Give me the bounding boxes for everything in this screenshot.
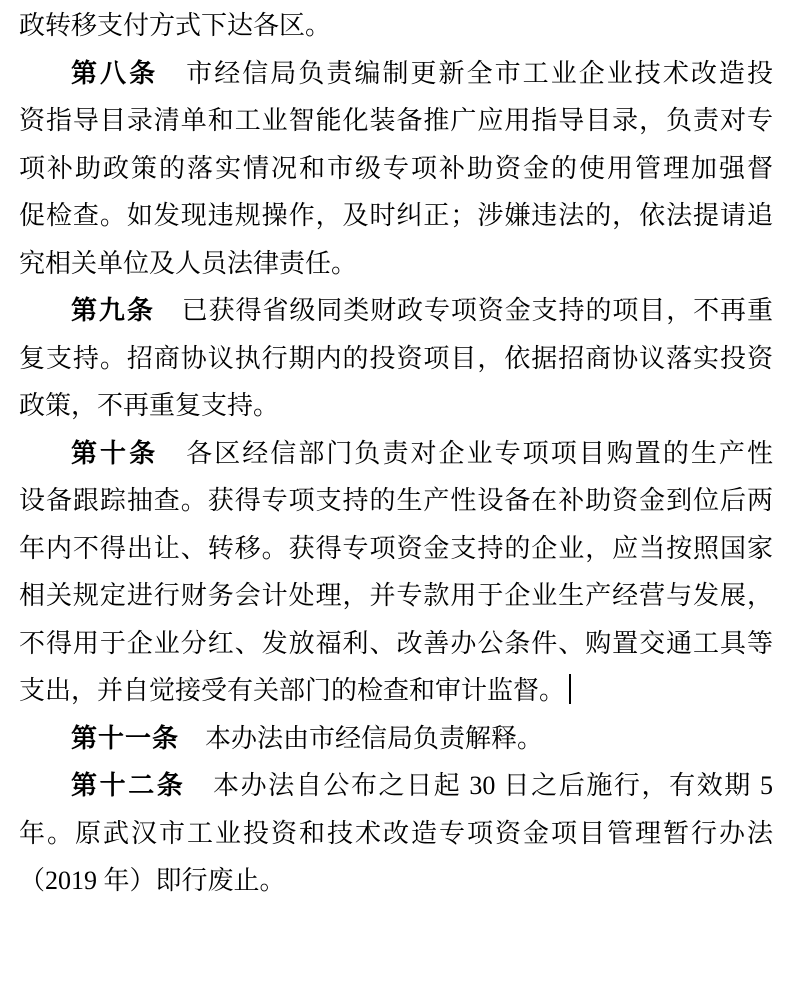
text-line[interactable] — [19, 145, 773, 193]
line-text: 已获得省级同类财政专项资金支持的项目，不再重 — [154, 296, 773, 325]
line-text: 不得用于企业分红、发放福利、改善办公条件、购置交通工具等 — [19, 628, 773, 658]
text-cursor — [569, 674, 571, 704]
line-text: 各区经信部门负责对企业专项项目购置的生产性 — [158, 438, 773, 468]
line-text: 项补助政策的落实情况和市级专项补助资金的使用管理加强督 — [19, 153, 773, 183]
text-line[interactable] — [19, 810, 773, 858]
line-text: 促检查。如发现违规操作，及时纠正；涉嫌违法的，依法提请追 — [19, 201, 773, 230]
text-line[interactable] — [19, 50, 773, 98]
article-heading: 第十一条 — [71, 722, 180, 753]
text-line[interactable] — [19, 2, 773, 50]
line-text: 年。原武汉市工业投资和技术改造专项资金项目管理暂行办法 — [19, 818, 773, 848]
text-line[interactable] — [19, 382, 773, 430]
line-text: 本办法由市经信局负责解释。 — [179, 723, 544, 753]
line-text: 究相关单位及人员法律责任。 — [19, 248, 358, 278]
text-line[interactable] — [19, 477, 773, 525]
text-line[interactable] — [19, 525, 773, 573]
text-line[interactable] — [19, 715, 773, 763]
line-text: 支出，并自觉接受有关部门的检查和审计监督。 — [19, 676, 566, 705]
line-text: 资指导目录清单和工业智能化装备推广应用指导目录，负责对专 — [19, 106, 773, 135]
article-heading: 第八条 — [71, 57, 159, 88]
line-text: 设备跟踪抽查。获得专项支持的生产性设备在补助资金到位后两 — [19, 486, 773, 515]
text-line[interactable] — [19, 287, 773, 335]
article-heading: 第十二条 — [71, 770, 186, 800]
text-line[interactable] — [19, 97, 773, 145]
text-line[interactable] — [19, 762, 773, 810]
text-line[interactable] — [19, 192, 773, 240]
line-text: 年内不得出让、转移。获得专项资金支持的企业，应当按照国家 — [19, 533, 773, 563]
line-text: 政策，不再重复支持。 — [19, 391, 280, 420]
text-line[interactable] — [19, 857, 773, 905]
line-text: （2019 年）即行废止。 — [19, 866, 286, 895]
line-text: 相关规定进行财务会计处理，并专款用于企业生产经营与发展， — [19, 581, 773, 610]
line-text: 市经信局负责编制更新全市工业企业技术改造投 — [158, 58, 773, 88]
text-line[interactable] — [19, 667, 773, 715]
text-line[interactable] — [19, 430, 773, 478]
line-text: 复支持。招商协议执行期内的投资项目，依据招商协议落实投资 — [19, 343, 773, 373]
text-line[interactable] — [19, 620, 773, 668]
article-heading: 第九条 — [71, 295, 155, 325]
line-text: 政转移支付方式下达各区。 — [19, 11, 332, 40]
text-line[interactable] — [19, 572, 773, 620]
text-line[interactable] — [19, 335, 773, 383]
article-heading: 第十条 — [71, 437, 159, 468]
line-text: 本办法自公布之日起 30 日之后施行，有效期 5 — [185, 771, 773, 800]
text-line[interactable] — [19, 240, 773, 288]
